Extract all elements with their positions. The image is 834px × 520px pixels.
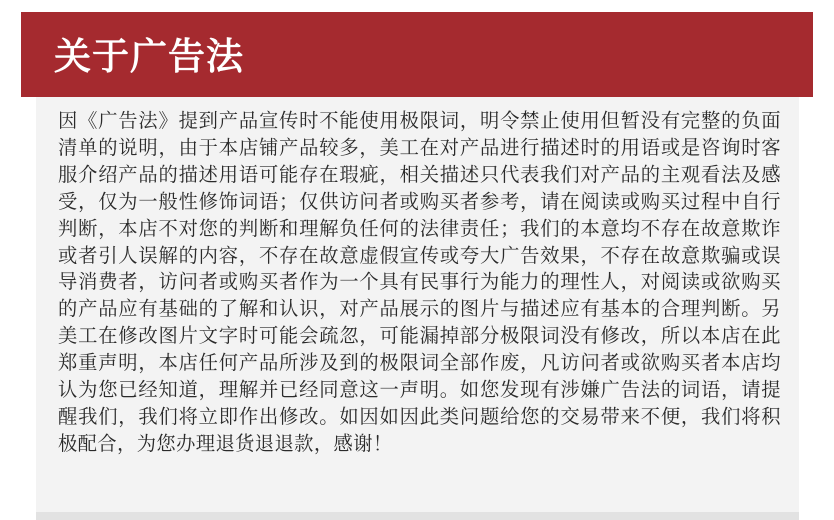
bottom-divider [36,512,799,520]
header-banner [21,12,813,97]
page-title: 关于广告法 [54,35,244,78]
notice-body-text: 因《广告法》提到产品宣传时不能使用极限词，明令禁止使用但暂没有完整的负面清单的说明，由于本店铺产品较多，美工在对产品进行描述时的用语或是咨询时客服介绍产品的描述用语可能存在瑕疵，相关描述只代表我们对产品的主观看法及感受，仅为一般性修饰词语；仅供访问者或购买者参考，请在阅读或购买过程中自行判断，本店不对您的判断和理解负任何的法律责任；我们的本意均不存在故意欺诈或者引人误解的内容，不存在故意虚假宣传或夸大广告效果，不存在故意欺骗或误导消费者，访问者或购买者作为一个具有民事行为能力的理性人，对阅读或欲购买的产品应有基础的了解和认识，对产品展示的图片与描述应有基本的合理判断。另美工在修改图片文字时可能会疏忽，可能漏掉部分极限词没有修改，所以本店在此郑重声明，本店任何产品所涉及到的极限词全部作废，凡访问者或欲购买者本店均认为您已经知道，理解并已经同意这一声明。如您发现有涉嫌广告法的词语，请提醒我们，我们将立即作出修改。如因如因此类问题给您的交易带来不便，我们将积极配合，为您办理退货退退款，感谢！ [58,109,781,455]
notice-content-box [36,97,799,512]
